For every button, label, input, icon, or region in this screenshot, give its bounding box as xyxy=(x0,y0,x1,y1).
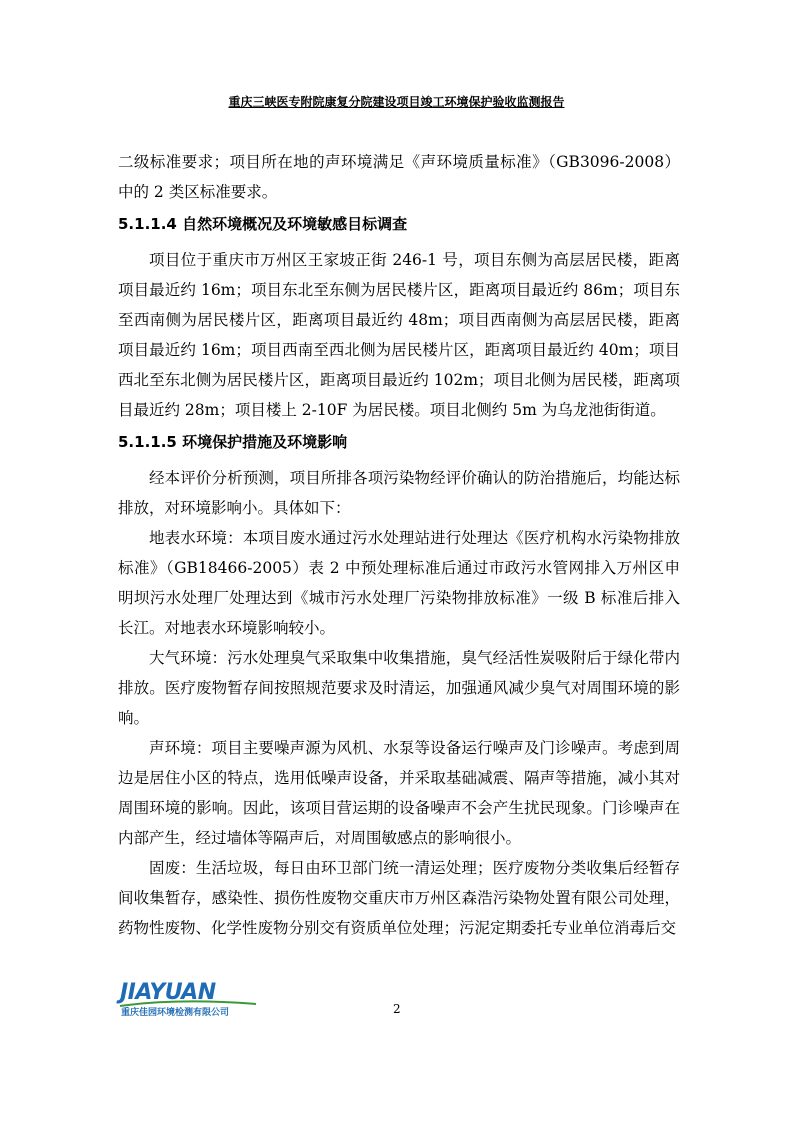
page-number: 2 xyxy=(393,1002,401,1016)
paragraph: 二级标准要求；项目所在地的声环境满足《声环境质量标准》（GB3096-2008）中的 2 类区标准要求。 xyxy=(118,153,680,201)
paragraph: 固废：生活垃圾，每日由环卫部门统一清运处理；医疗废物分类收集后经暂存间收集暂存，感染性、损伤性废物交重庆市万州区森浩污染物处置有限公司处理，药物性废物、化学性废物分别交有资质单位处理；污泥定期委托专业单位消毒后交 xyxy=(118,859,680,937)
company-logo: JIAYUAN xyxy=(120,980,216,1005)
paragraph: 大气环境：污水处理臭气采取集中收集措施，臭气经活性炭吸附后于绿化带内排放。医疗废物暂存间按照规范要求及时清运，加强通风减少臭气对周围环境的影响。 xyxy=(118,649,680,727)
paragraph: 经本评价分析预测，项目所排各项污染物经评价确认的防治措施后，均能达标排放，对环境影响小。具体如下： xyxy=(118,469,680,517)
document-body xyxy=(118,147,680,943)
section-heading: 5.1.1.5 环境保护措施及环境影响 xyxy=(118,433,348,451)
company-name: 重庆佳园环境检测有限公司 xyxy=(121,1008,230,1018)
paragraph: 声环境：项目主要噪声源为风机、水泵等设备运行噪声及门诊噪声。考虑到周边是居住小区的特点，选用低噪声设备，并采取基础减震、隔声等措施，减小其对周围环境的影响。因此，该项目营运期的设备噪声不会产生扰民现象。门诊噪声在内部产生，经过墙体等隔声后，对周围敏感点的影响很小。 xyxy=(118,739,680,847)
paragraph: 项目位于重庆市万州区王家坡正街 246-1 号，项目东侧为高层居民楼，距离项目最近约 16m；项目东北至东侧为居民楼片区，距离项目最近约 86m；项目东至西南侧为居民楼片区，距离项目最近约 48m；项目西南侧为高层居民楼，距离项目最近约 16m；项目西南至西北侧为居民楼片区，距离项目最近约 40m；项目西北至东北侧为居民楼片区，距离项目最近约 102m；项目北侧为居民楼，距离项目最近约 28m；项目楼上 2-10F 为居民楼。项目北侧约 5m 为乌龙池街街道。 xyxy=(118,251,680,419)
paragraph: 地表水环境：本项目废水通过污水处理站进行处理达《医疗机构水污染物排放标准》（GB18466-2005）表 2 中预处理标准后通过市政污水管网排入万州区申明坝污水处理厂处理达到《城市污水处理厂污染物排放标准》一级 B 标准后排入长江。对地表水环境影响较小。 xyxy=(118,529,680,637)
section-heading: 5.1.1.4 自然环境概况及环境敏感目标调查 xyxy=(118,215,408,233)
page-header-title: 重庆三峡医专附院康复分院建设项目竣工环境保护验收监测报告 xyxy=(228,95,565,109)
